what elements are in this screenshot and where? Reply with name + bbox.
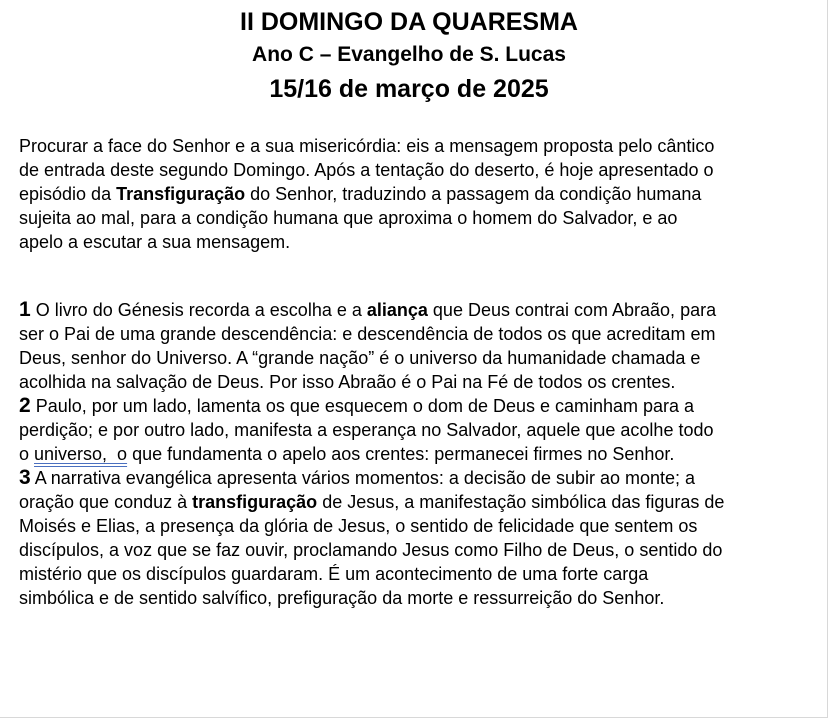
point-1-line — [19, 298, 809, 322]
intro-line: Procurar a face do Senhor e a sua misericórdia: eis a mensagem proposta pelo cântico — [19, 136, 715, 156]
text-span: O livro do Génesis recorda a escolha e a — [30, 300, 367, 320]
point-2-line — [19, 442, 809, 466]
point-3-line — [19, 490, 809, 514]
points-section — [19, 298, 809, 610]
point-3-line: Moisés e Elias, a presença da glória de Jesus, o sentido de felicidade que sentem os — [19, 516, 698, 536]
point-number: 1 — [19, 298, 31, 321]
text-span: o — [19, 444, 35, 464]
page-subtitle: Ano C – Evangelho de S. Lucas — [252, 43, 566, 66]
point-3-line: discípulos, a voz que se faz ouvir, proclamando Jesus como Filho de Deus, o sentido do — [19, 540, 723, 560]
bold-term: transfiguração — [192, 492, 318, 512]
point-1-line: Deus, senhor do Universo. A “grande nação” é o universo da humanidade chamada e — [19, 348, 701, 368]
spellcheck-underlined-text: universo, o — [34, 444, 128, 464]
text-span: episódio da — [19, 184, 117, 204]
point-3-line: simbólica e de sentido salvífico, prefiguração da morte e ressurreição do Senhor. — [19, 588, 665, 608]
text-span: que Deus contrai com Abraão, para — [427, 300, 717, 320]
page-date: 15/16 de março de 2025 — [269, 75, 549, 103]
text-span: Paulo, por um lado, lamenta os que esquecem o dom de Deus e caminham para a — [30, 396, 695, 416]
page-title: II DOMINGO DA QUARESMA — [240, 8, 578, 36]
point-1-line: ser o Pai de uma grande descendência: e descendência de todos os que acreditam em — [19, 324, 716, 344]
text-span: oração que conduz à — [19, 492, 193, 512]
point-number: 2 — [19, 394, 31, 417]
text-span: A narrativa evangélica apresenta vários momentos: a decisão de subir ao monte; a — [30, 468, 696, 488]
bold-term: Transfiguração — [116, 184, 246, 204]
intro-line: sujeita ao mal, para a condição humana que aproxima o homem do Salvador, e ao — [19, 208, 678, 228]
point-number: 3 — [19, 466, 31, 489]
intro-paragraph — [19, 134, 809, 254]
bold-term: aliança — [366, 300, 428, 320]
point-3-line — [19, 466, 809, 490]
point-2-line — [19, 394, 809, 418]
point-2-line: perdição; e por outro lado, manifesta a esperança no Salvador, aquele que acolhe todo — [19, 420, 714, 440]
point-1-line: acolhida na salvação de Deus. Por isso Abraão é o Pai na Fé de todos os crentes. — [19, 372, 676, 392]
intro-line: apelo a escutar a sua mensagem. — [19, 232, 291, 252]
intro-line: de entrada deste segundo Domingo. Após a tentação do deserto, é hoje apresentado o — [19, 160, 714, 180]
point-3-line: mistério que os discípulos guardaram. É um acontecimento de uma forte carga — [19, 564, 649, 584]
intro-line — [19, 182, 809, 206]
text-span: do Senhor, traduzindo a passagem da condição humana — [245, 184, 702, 204]
text-span: de Jesus, a manifestação simbólica das figuras de — [317, 492, 725, 512]
text-span: que fundamenta o apelo aos crentes: permanecei firmes no Senhor. — [127, 444, 675, 464]
